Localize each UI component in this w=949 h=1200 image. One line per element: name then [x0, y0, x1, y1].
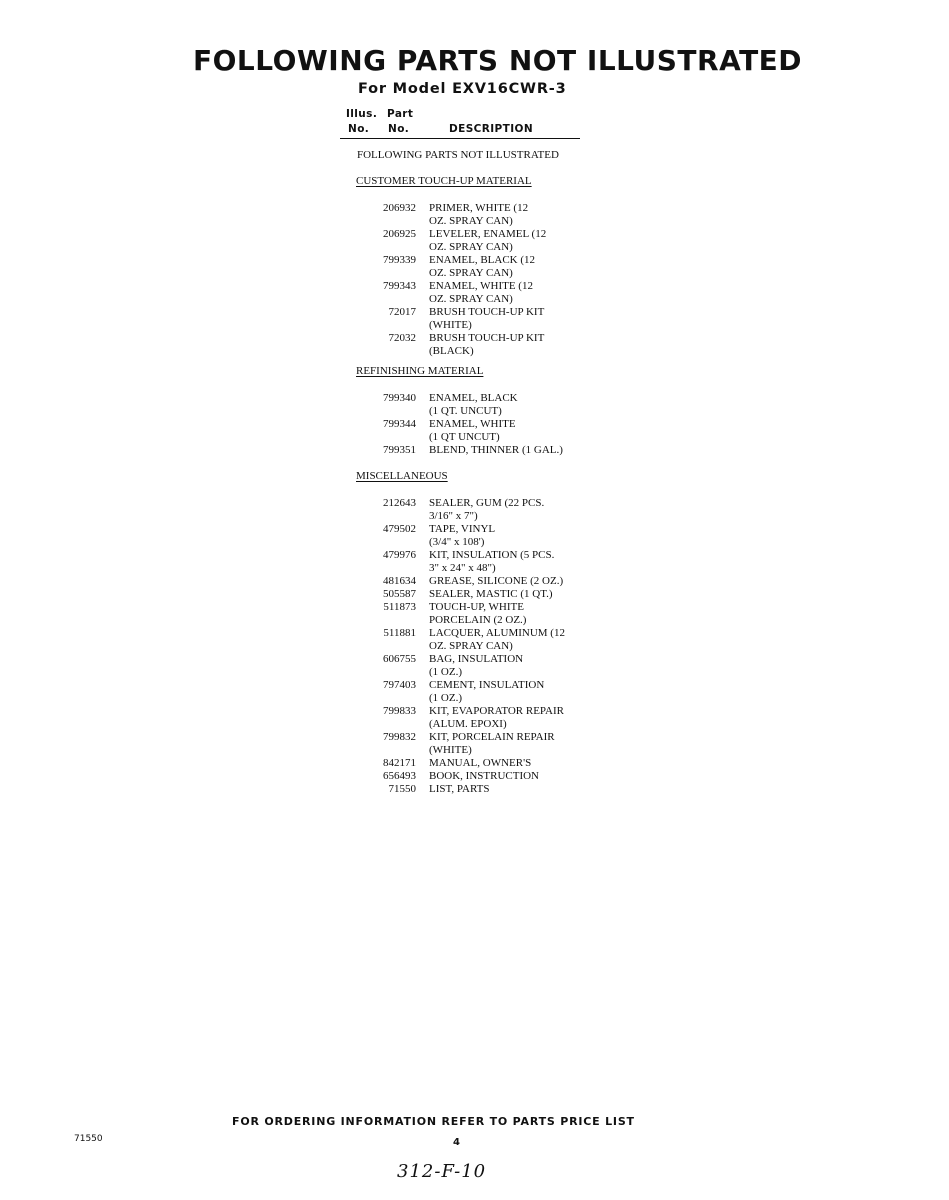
part-row [370, 783, 489, 796]
part-description-line: GREASE, SILICONE (2 OZ.) [429, 575, 564, 587]
part-row [370, 575, 563, 588]
part-row [370, 549, 554, 575]
part-description [429, 280, 533, 306]
part-row [370, 306, 544, 332]
part-description-line: PRIMER, WHITE (12 [429, 202, 529, 214]
part-row [370, 653, 523, 679]
part-description-line: OZ. SPRAY CAN) [429, 241, 513, 253]
part-number: 656493 [383, 770, 416, 782]
part-description-line: ENAMEL, WHITE [429, 418, 516, 430]
part-description-line: BRUSH TOUCH-UP KIT [429, 332, 545, 344]
part-row [370, 588, 553, 601]
part-description-line: OZ. SPRAY CAN) [429, 215, 513, 227]
part-number: 606755 [383, 653, 416, 665]
part-row [370, 332, 544, 358]
part-number: 212643 [383, 497, 416, 509]
part-description-line: (BLACK) [429, 345, 474, 357]
part-description-line: (ALUM. EPOXI) [429, 718, 507, 730]
part-description-line: ENAMEL, BLACK [429, 392, 518, 404]
part-description-line: SEALER, GUM (22 PCS. [429, 497, 545, 509]
part-description-line: (1 QT UNCUT) [429, 431, 500, 443]
part-description [429, 601, 526, 627]
part-number: 481634 [383, 575, 416, 587]
part-description [429, 549, 554, 575]
part-description [429, 705, 564, 731]
part-row [370, 705, 564, 731]
part-description-line: MANUAL, OWNER'S [429, 757, 532, 769]
part-number: 799832 [383, 731, 416, 743]
part-number: 511873 [383, 601, 416, 613]
part-description-line: LACQUER, ALUMINUM (12 [429, 627, 565, 639]
col-description-label: DESCRIPTION [449, 123, 534, 135]
part-row [370, 280, 533, 306]
part-row [370, 523, 495, 549]
part-row [370, 254, 535, 280]
page-number: 4 [453, 1137, 460, 1148]
col-illus-no-label: No. [348, 123, 370, 135]
part-description [429, 228, 546, 254]
col-part-label: Part [387, 108, 414, 120]
section-heading: REFINISHING MATERIAL [356, 365, 484, 377]
part-description [429, 202, 528, 228]
col-part-no-label: No. [388, 123, 410, 135]
part-description [429, 627, 565, 653]
part-row [370, 627, 565, 653]
part-description [429, 731, 555, 757]
part-number: 799343 [383, 280, 416, 292]
part-description [429, 588, 553, 601]
part-description-line: KIT, EVAPORATOR REPAIR [429, 705, 564, 717]
part-description [429, 783, 489, 796]
part-description-line: (WHITE) [429, 744, 472, 756]
part-description-line: OZ. SPRAY CAN) [429, 640, 513, 652]
part-description-line: OZ. SPRAY CAN) [429, 293, 513, 305]
part-description [429, 575, 563, 588]
part-number: 71550 [388, 783, 416, 795]
part-description [429, 679, 544, 705]
part-number: 505587 [383, 588, 416, 600]
part-description [429, 653, 523, 679]
intro-text: FOLLOWING PARTS NOT ILLUSTRATED [357, 149, 559, 161]
part-description-line: ENAMEL, WHITE (12 [429, 280, 533, 292]
part-description-line: CEMENT, INSULATION [429, 679, 545, 691]
part-description-line: KIT, INSULATION (5 PCS. [429, 549, 555, 561]
page-title: FOLLOWING PARTS NOT ILLUSTRATED [193, 44, 803, 77]
part-number: 72032 [388, 332, 416, 344]
doc-code: 71550 [74, 1134, 103, 1144]
part-description-line: LIST, PARTS [429, 783, 490, 795]
part-number: 206932 [383, 202, 416, 214]
part-number: 799339 [383, 254, 416, 266]
part-number: 799344 [383, 418, 416, 430]
part-number: 479502 [383, 523, 416, 535]
part-description-line: OZ. SPRAY CAN) [429, 267, 513, 279]
part-description [429, 306, 544, 332]
part-description-line: TOUCH-UP, WHITE [429, 601, 524, 613]
part-description-line: BAG, INSULATION [429, 653, 524, 665]
part-number: 799351 [383, 444, 416, 456]
section-heading: MISCELLANEOUS [356, 470, 448, 482]
part-number: 799340 [383, 392, 416, 404]
part-description [429, 444, 563, 457]
ordering-note: FOR ORDERING INFORMATION REFER TO PARTS PRICE LIST [232, 1115, 635, 1128]
section-heading: CUSTOMER TOUCH-UP MATERIAL [356, 175, 532, 187]
part-row [370, 418, 516, 444]
part-description-line: BLEND, THINNER (1 GAL.) [429, 444, 563, 456]
part-number: 842171 [383, 757, 416, 769]
part-description [429, 497, 544, 523]
part-number: 206925 [383, 228, 416, 240]
part-description-line: (1 OZ.) [429, 692, 462, 704]
part-number: 797403 [383, 679, 416, 691]
part-description-line: 3/16" x 7") [429, 510, 478, 522]
part-row [370, 601, 526, 627]
part-description-line: BRUSH TOUCH-UP KIT [429, 306, 545, 318]
handwritten-note: 312-F-10 [397, 1161, 487, 1182]
part-description-line: SEALER, MASTIC (1 QT.) [429, 588, 553, 600]
part-description-line: 3" x 24" x 48") [429, 562, 496, 574]
part-description-line: (1 QT. UNCUT) [429, 405, 502, 417]
part-description-line: TAPE, VINYL [429, 523, 496, 535]
part-description [429, 392, 518, 418]
part-row [370, 228, 546, 254]
part-description-line: LEVELER, ENAMEL (12 [429, 228, 547, 240]
part-description [429, 757, 531, 770]
part-row [370, 731, 555, 757]
part-description-line: BOOK, INSTRUCTION [429, 770, 539, 782]
part-row [370, 202, 528, 228]
part-description-line: (1 OZ.) [429, 666, 462, 678]
part-description-line: (WHITE) [429, 319, 472, 331]
part-row [370, 444, 563, 457]
part-description-line: (3/4" x 108') [429, 536, 485, 548]
part-row [370, 757, 531, 770]
part-row [370, 497, 544, 523]
part-description [429, 523, 495, 549]
part-row [370, 770, 539, 783]
part-description-line: PORCELAIN (2 OZ.) [429, 614, 527, 626]
header-rule [340, 138, 580, 139]
part-number: 511881 [383, 627, 416, 639]
part-number: 799833 [383, 705, 416, 717]
part-description-line: KIT, PORCELAIN REPAIR [429, 731, 555, 743]
part-number: 479976 [383, 549, 416, 561]
part-description [429, 770, 539, 783]
part-row [370, 679, 544, 705]
part-row [370, 392, 518, 418]
model-line: For Model EXV16CWR-3 [358, 81, 567, 97]
col-illus-label: Illus. [346, 108, 378, 120]
part-description [429, 254, 535, 280]
part-description-line: ENAMEL, BLACK (12 [429, 254, 536, 266]
part-description [429, 332, 544, 358]
part-number: 72017 [388, 306, 416, 318]
part-description [429, 418, 516, 444]
